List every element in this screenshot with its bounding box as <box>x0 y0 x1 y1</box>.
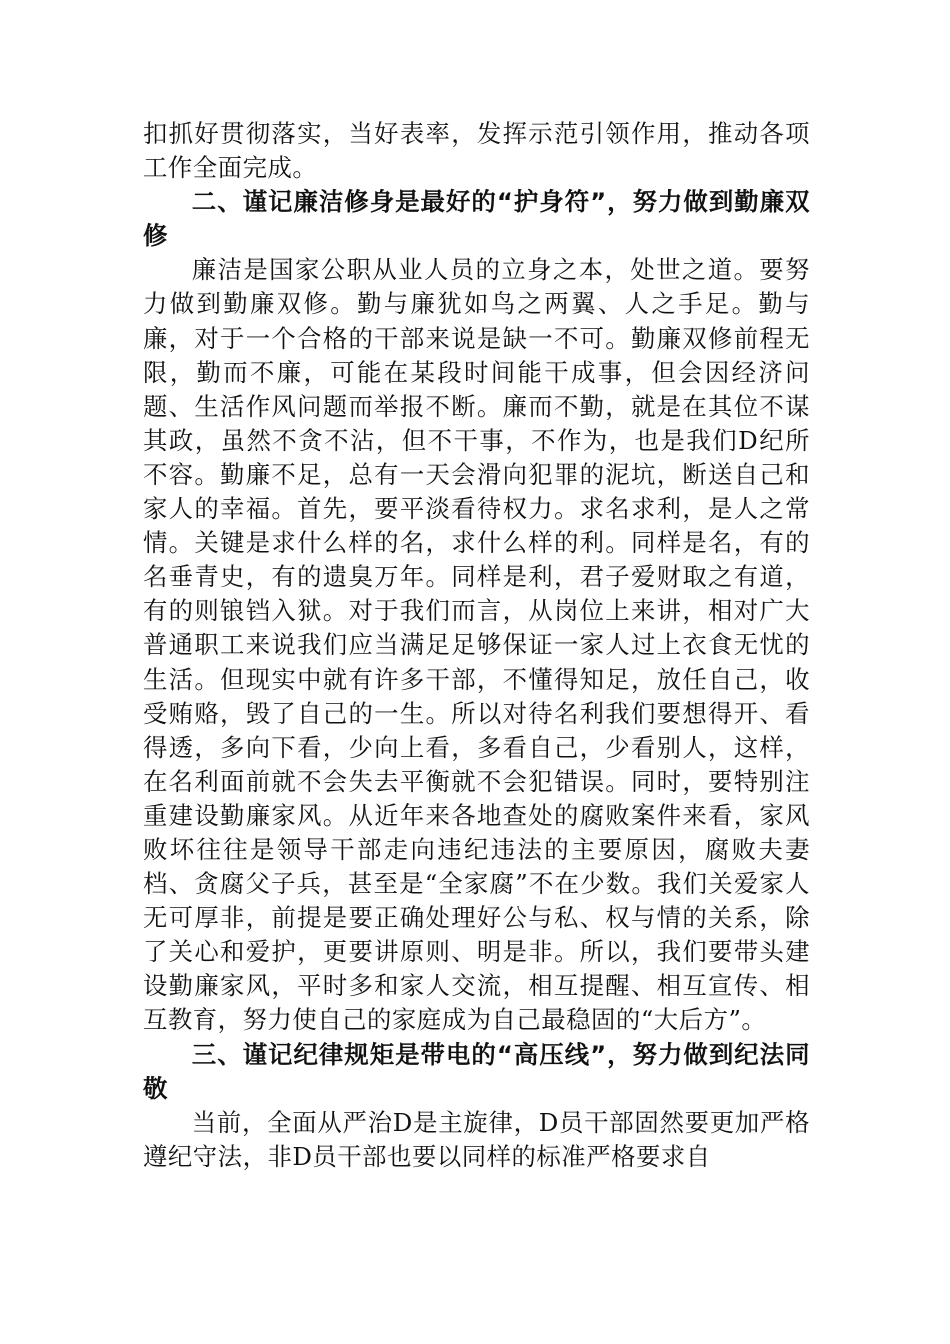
paragraph-section-2: 廉洁是国家公职从业人员的立身之本，处世之道。要努力做到勤廉双修。勤与廉犹如鸟之两翼、人之手足。勤与廉，对于一个合格的干部来说是缺一不可。勤廉双修前程无限，勤而不廉，可能在某段时间能干成事，但会因经济问题、生活作风问题而举报不断。廉而不勤，就是在其位不谋其政，虽然不贪不沾，但不干事，不作为，也是我们D纪所不容。勤廉不足，总有一天会滑向犯罪的泥坑，断送自己和家人的幸福。首先，要平淡看待权力。求名求利，是人之常情。关键是求什么样的名，求什么样的利。同样是名，有的名垂青史，有的遗臭万年。同样是利，君子爱财取之有道，有的则锒铛入狱。对于我们而言，从岗位上来讲，相对广大普通职工来说我们应当满足足够保证一家人过上衣食无忧的生活。但现实中就有许多干部，不懂得知足，放任自己，收受贿赂，毁了自己的一生。所以对待名利我们要想得开、看得透，多向下看，少向上看，多看自己，少看别人，这样，在名利面前就不会失去平衡就不会犯错误。同时，要特别注重建设勤廉家风。从近年来各地查处的腐败案件来看，家风败坏往往是领导干部走向违纪违法的主要原因，腐败夫妻档、贪腐父子兵，甚至是“全家腐”不在少数。我们关爱家人无可厚非，前提是要正确处理好公与私、权与情的关系，除了关心和爱护，更要讲原则、明是非。所以，我们要带头建设勤廉家风，平时多和家人交流，相互提醒、相互宣传、相互教育，努力使自己的家庭成为自己最稳固的“大后方”。 <box>143 255 810 1035</box>
section-heading-3: 三、谨记纪律规矩是带电的“高压线”，努力做到纪法同敬 <box>143 1039 810 1103</box>
paragraph-continuation: 扣抓好贯彻落实，当好表率，发挥示范引领作用，推动各项工作全面完成。 <box>143 119 810 183</box>
section-heading-2: 二、谨记廉洁修身是最好的“护身符”，努力做到勤廉双修 <box>143 187 810 251</box>
paragraph-section-3: 当前，全面从严治D是主旋律，D员干部固然要更加严格遵纪守法，非D员干部也要以同样的标准严格要求自 <box>143 1107 810 1171</box>
